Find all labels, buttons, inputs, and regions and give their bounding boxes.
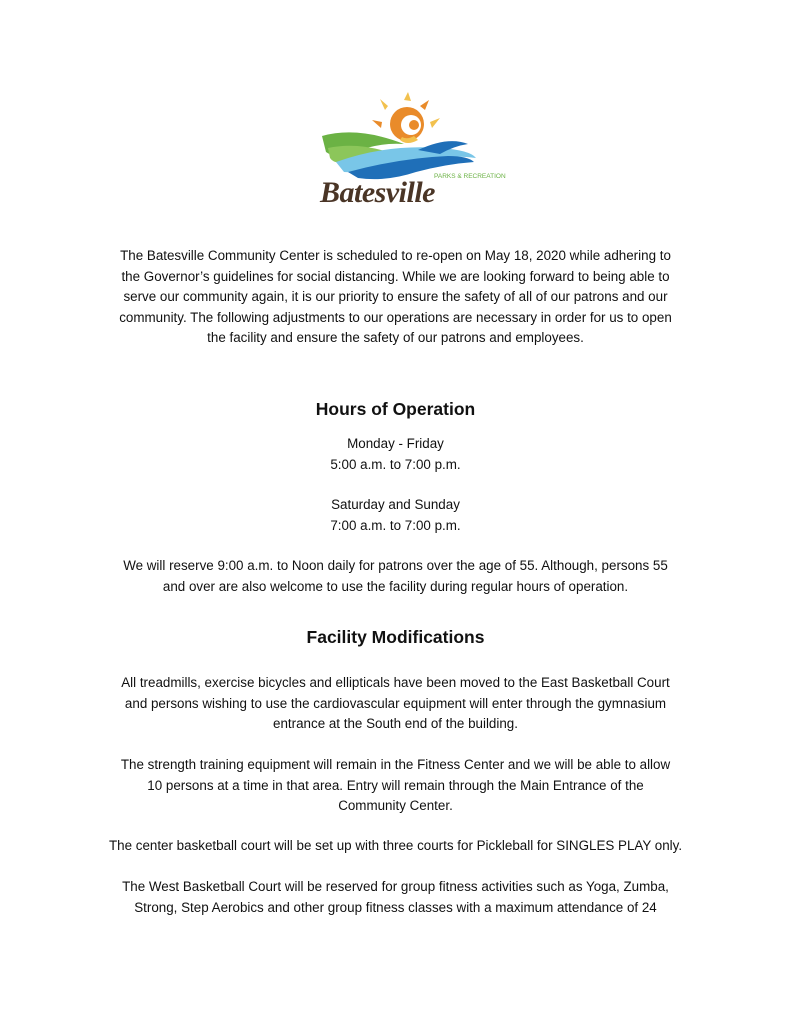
logo-wordmark: Batesville: [320, 176, 435, 209]
weekday-time: 5:00 a.m. to 7:00 p.m.: [330, 456, 461, 472]
batesville-parks-logo: [308, 92, 506, 210]
group-fitness-paragraph: [86, 877, 705, 918]
intro-line: The Batesville Community Center is scheduled to re-open on May 18, 2020 while adhering to: [120, 248, 671, 263]
intro-paragraph: [86, 246, 705, 349]
weekday-days: Monday - Friday: [347, 436, 444, 451]
weekday-hours: [86, 434, 705, 475]
cardio-line: entrance at the South end of the building.: [273, 716, 518, 731]
modifications-heading: Facility Modifications: [306, 627, 485, 647]
cardio-line: All treadmills, exercise bicycles and ellipticals have been moved to the East Basketball Court: [121, 675, 670, 690]
strength-paragraph: [86, 755, 705, 817]
intro-line: the facility and ensure the safety of our patrons and employees.: [207, 330, 584, 345]
logo-subtitle: PARKS & RECREATION: [434, 173, 506, 180]
senior-note-line: and over are also welcome to use the facility during regular hours of operation.: [162, 578, 629, 594]
cardio-line: and persons wishing to use the cardiovascular equipment will enter through the gymnasium: [124, 695, 667, 711]
intro-line: community. The following adjustments to our operations are necessary in order for us to open: [119, 309, 672, 325]
weekend-time: 7:00 a.m. to 7:00 p.m.: [330, 517, 461, 533]
strength-line: The strength training equipment will remain in the Fitness Center and we will be able to allow: [120, 757, 671, 772]
intro-line: the Governor’s guidelines for social distancing. While we are looking forward to being able to: [121, 268, 670, 284]
sun-icon: [390, 107, 424, 143]
group-fitness-line: The West Basketball Court will be reserved for group fitness activities such as Yoga, Zumba,: [122, 879, 669, 894]
intro-line: serve our community again, it is our priority to ensure the safety of all of our patrons and our: [123, 289, 668, 304]
senior-hours-note: [86, 556, 705, 597]
cardio-paragraph: [86, 673, 705, 735]
weekend-days: Saturday and Sunday: [331, 497, 460, 512]
pickleball-paragraph: [86, 836, 705, 857]
senior-note-line: We will reserve 9:00 a.m. to Noon daily for patrons over the age of 55. Although, persons 55: [123, 558, 668, 573]
logo-graphic: [308, 92, 506, 210]
pickleball-line: The center basketball court will be set up with three courts for Pickleball for SINGLES PLAY only.: [108, 838, 683, 853]
group-fitness-line: Strong, Step Aerobics and other group fitness classes with a maximum attendance of 24: [134, 899, 657, 915]
strength-line: 10 persons at a time in that area. Entry will remain through the Main Entrance of the: [147, 777, 644, 793]
weekend-hours: [86, 495, 705, 536]
hours-heading: Hours of Operation: [315, 399, 476, 419]
strength-line: Community Center.: [338, 798, 453, 813]
